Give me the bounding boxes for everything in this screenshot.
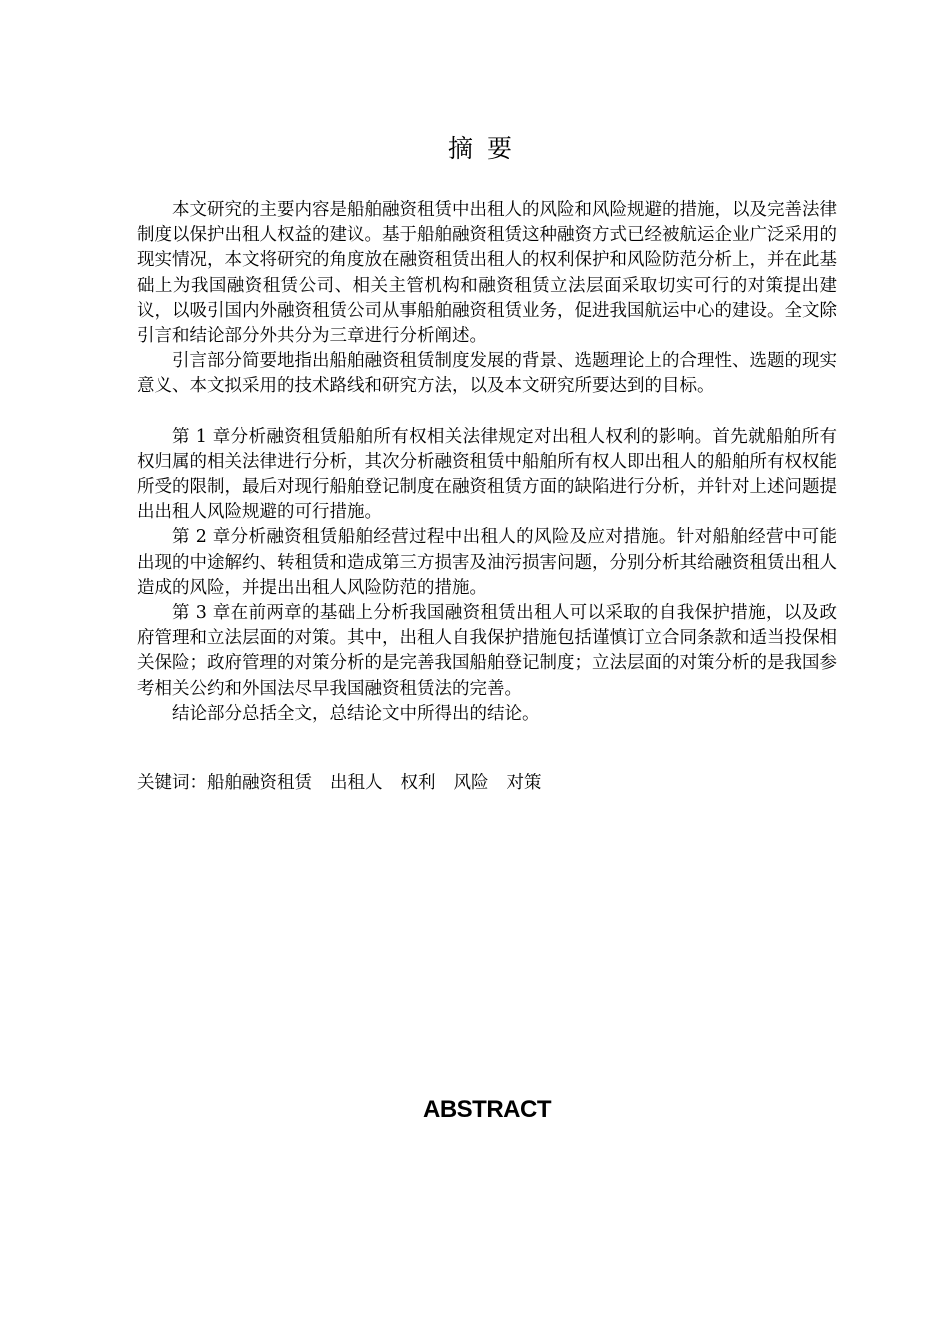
abstract-paragraph-2: 引言部分简要地指出船舶融资租赁制度发展的背景、选题理论上的合理性、选题的现实意义、本文拟采用的技术路线和研究方法，以及本文研究所要达到的目标。 bbox=[137, 351, 837, 397]
abstract-paragraph-5: 第 3 章在前两章的基础上分析我国融资租赁出租人可以采取的自我保护措施，以及政府管理和立法层面的对策。其中，出租人自我保护措施包括谨慎订立合同条款和适当投保相关保险；政府管理的对策分析的是完善我国船舶登记制度；立法层面的对策分析的是我国参考相关公约和外国法尽早我国融资租赁法的完善。 bbox=[137, 603, 837, 699]
keyword-item: 船舶融资租赁 bbox=[207, 773, 312, 793]
keywords-line bbox=[137, 770, 837, 796]
abstract-title-en: ABSTRACT bbox=[423, 1096, 551, 1123]
keyword-item: 对策 bbox=[506, 773, 542, 793]
keyword-item: 出租人 bbox=[330, 773, 383, 793]
abstract-paragraph-1: 本文研究的主要内容是船舶融资租赁中出租人的风险和风险规避的措施，以及完善法律制度以保护出租人权益的建议。基于船舶融资租赁这种融资方式已经被航运企业广泛采用的现实情况，本文将研究的角度放在融资租赁出租人的权利保护和风险防范分析上，并在此基础上为我国融资租赁公司、相关主管机构和融资租赁立法层面采取切实可行的对策提出建议，以吸引国内外融资租赁公司从事船舶融资租赁业务，促进我国航运中心的建设。全文除引言和结论部分外共分为三章进行分析阐述。 bbox=[137, 200, 837, 347]
keyword-item: 风险 bbox=[453, 773, 489, 793]
abstract-paragraph-6: 结论部分总括全文，总结论文中所得出的结论。 bbox=[172, 703, 540, 724]
abstract-body-cn bbox=[137, 198, 837, 727]
abstract-paragraph-4: 第 2 章分析融资租赁船舶经营过程中出租人的风险及应对措施。针对船舶经营中可能出现的中途解约、转租赁和造成第三方损害及油污损害问题，分别分析其给融资租赁出租人造成的风险，并提出出租人风险防范的措施。 bbox=[137, 527, 837, 598]
abstract-paragraph-3: 第 1 章分析融资租赁船舶所有权相关法律规定对出租人权利的影响。首先就船舶所有权归属的相关法律进行分析，其次分析融资租赁中船舶所有权人即出租人的船舶所有权权能所受的限制，最后对现行船舶登记制度在融资租赁方面的缺陷进行分析，并针对上述问题提出出租人风险规避的可行措施。 bbox=[137, 426, 837, 523]
abstract-title-cn: 摘要 bbox=[447, 134, 526, 163]
keyword-item: 权利 bbox=[400, 773, 436, 793]
keywords-label: 关键词： bbox=[137, 773, 207, 793]
